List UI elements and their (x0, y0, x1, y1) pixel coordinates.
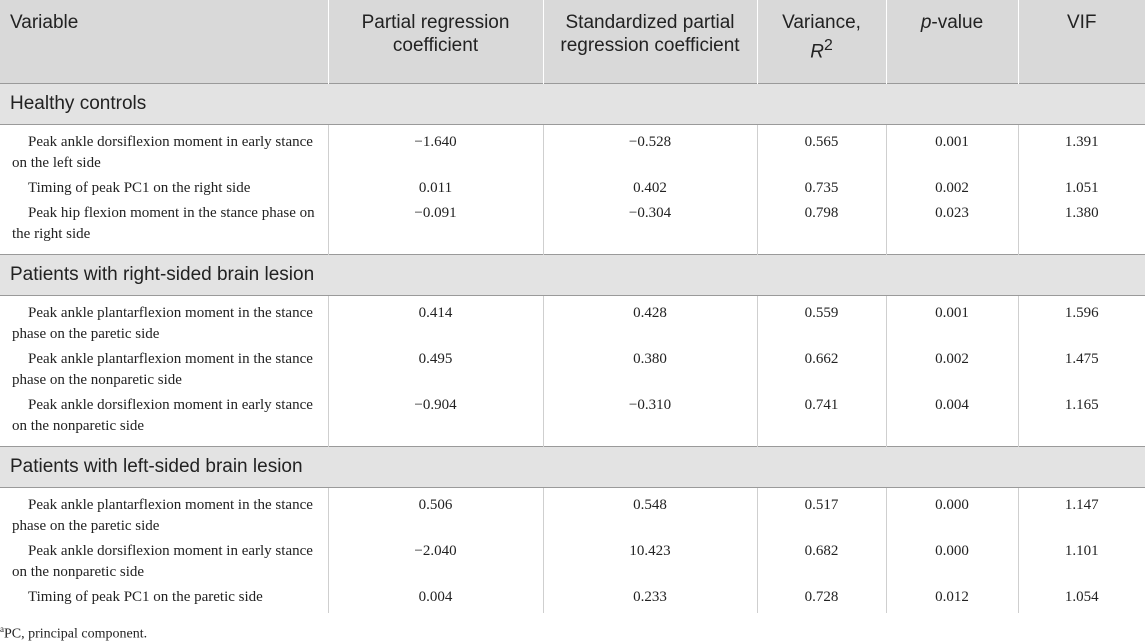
section-title: Patients with right-sided brain lesion (0, 254, 1145, 295)
cell-variable: Timing of peak PC1 on the right side (28, 179, 251, 196)
header-variance (757, 0, 886, 83)
table-header (0, 0, 1145, 83)
table-body (0, 83, 1145, 613)
cell-standardized: 0.548 (543, 487, 757, 537)
cell-pvalue: 0.001 (886, 295, 1018, 345)
header-variance-prefix: Variance, (782, 12, 861, 33)
cell-variance: 0.559 (757, 295, 886, 345)
cell-variable: Peak ankle dorsiflexion moment in early stance on the nonparetic side (12, 396, 313, 434)
cell-standardized: −0.528 (543, 124, 757, 174)
cell-vif: 1.596 (1018, 295, 1145, 345)
cell-variance: 0.662 (757, 345, 886, 391)
cell-vif: 1.051 (1018, 174, 1145, 199)
cell-vif: 1.147 (1018, 487, 1145, 537)
header-standardized-partial: Standardized partial regression coefficient (543, 0, 757, 83)
cell-partial: −1.640 (328, 124, 543, 174)
cell-variance: 0.517 (757, 487, 886, 537)
table-row (0, 295, 1145, 345)
cell-variance: 0.735 (757, 174, 886, 199)
section-row (0, 446, 1145, 487)
cell-variance: 0.565 (757, 124, 886, 174)
cell-variance: 0.741 (757, 391, 886, 447)
section-row (0, 83, 1145, 124)
cell-standardized: 0.428 (543, 295, 757, 345)
cell-variable: Peak hip flexion moment in the stance phase on the right side (12, 204, 315, 242)
cell-pvalue: 0.023 (886, 199, 1018, 255)
cell-variable: Timing of peak PC1 on the paretic side (28, 588, 263, 605)
cell-partial: −0.904 (328, 391, 543, 447)
cell-variance: 0.798 (757, 199, 886, 255)
cell-variable: Peak ankle plantarflexion moment in the stance phase on the paretic side (12, 496, 313, 534)
cell-standardized: −0.310 (543, 391, 757, 447)
cell-vif: 1.054 (1018, 583, 1145, 613)
cell-partial: 0.506 (328, 487, 543, 537)
table-row (0, 345, 1145, 391)
cell-partial: −0.091 (328, 199, 543, 255)
cell-vif: 1.380 (1018, 199, 1145, 255)
footnote-text: PC, principal component. (4, 626, 148, 642)
header-partial-regression: Partial regression coefficient (328, 0, 543, 83)
header-variance-symbol: R (810, 41, 824, 63)
section-title: Healthy controls (0, 83, 1145, 124)
table-row (0, 537, 1145, 583)
cell-variance: 0.728 (757, 583, 886, 613)
cell-vif: 1.165 (1018, 391, 1145, 447)
cell-partial: 0.495 (328, 345, 543, 391)
cell-partial: 0.414 (328, 295, 543, 345)
header-variable: Variable (0, 0, 328, 83)
cell-variance: 0.682 (757, 537, 886, 583)
cell-pvalue: 0.001 (886, 124, 1018, 174)
header-variance-sup: 2 (823, 37, 833, 54)
cell-variable: Peak ankle dorsiflexion moment in early stance on the left side (12, 133, 313, 171)
cell-partial: 0.011 (328, 174, 543, 199)
cell-standardized: 10.423 (543, 537, 757, 583)
cell-standardized: 0.233 (543, 583, 757, 613)
table-row (0, 391, 1145, 447)
header-pvalue-p: p (920, 12, 932, 33)
cell-pvalue: 0.004 (886, 391, 1018, 447)
header-pvalue-suffix: -value (931, 12, 984, 33)
cell-pvalue: 0.002 (886, 345, 1018, 391)
cell-partial: −2.040 (328, 537, 543, 583)
cell-variable: Peak ankle plantarflexion moment in the stance phase on the nonparetic side (12, 350, 313, 388)
footnote-marker: a (0, 624, 4, 634)
cell-pvalue: 0.012 (886, 583, 1018, 613)
cell-standardized: 0.402 (543, 174, 757, 199)
cell-standardized: −0.304 (543, 199, 757, 255)
header-pvalue (886, 0, 1018, 83)
section-title: Patients with left-sided brain lesion (0, 446, 1145, 487)
cell-standardized: 0.380 (543, 345, 757, 391)
cell-vif: 1.101 (1018, 537, 1145, 583)
table-row (0, 174, 1145, 199)
table-row (0, 124, 1145, 174)
cell-variable: Peak ankle plantarflexion moment in the stance phase on the paretic side (12, 304, 313, 342)
cell-vif: 1.475 (1018, 345, 1145, 391)
cell-pvalue: 0.002 (886, 174, 1018, 199)
table-row (0, 487, 1145, 537)
table-footnote (0, 624, 147, 643)
header-vif: VIF (1018, 0, 1145, 83)
cell-variable: Peak ankle dorsiflexion moment in early stance on the nonparetic side (12, 542, 313, 580)
cell-vif: 1.391 (1018, 124, 1145, 174)
section-row (0, 254, 1145, 295)
table-row (0, 583, 1145, 613)
cell-pvalue: 0.000 (886, 537, 1018, 583)
cell-pvalue: 0.000 (886, 487, 1018, 537)
table-row (0, 199, 1145, 255)
cell-partial: 0.004 (328, 583, 543, 613)
